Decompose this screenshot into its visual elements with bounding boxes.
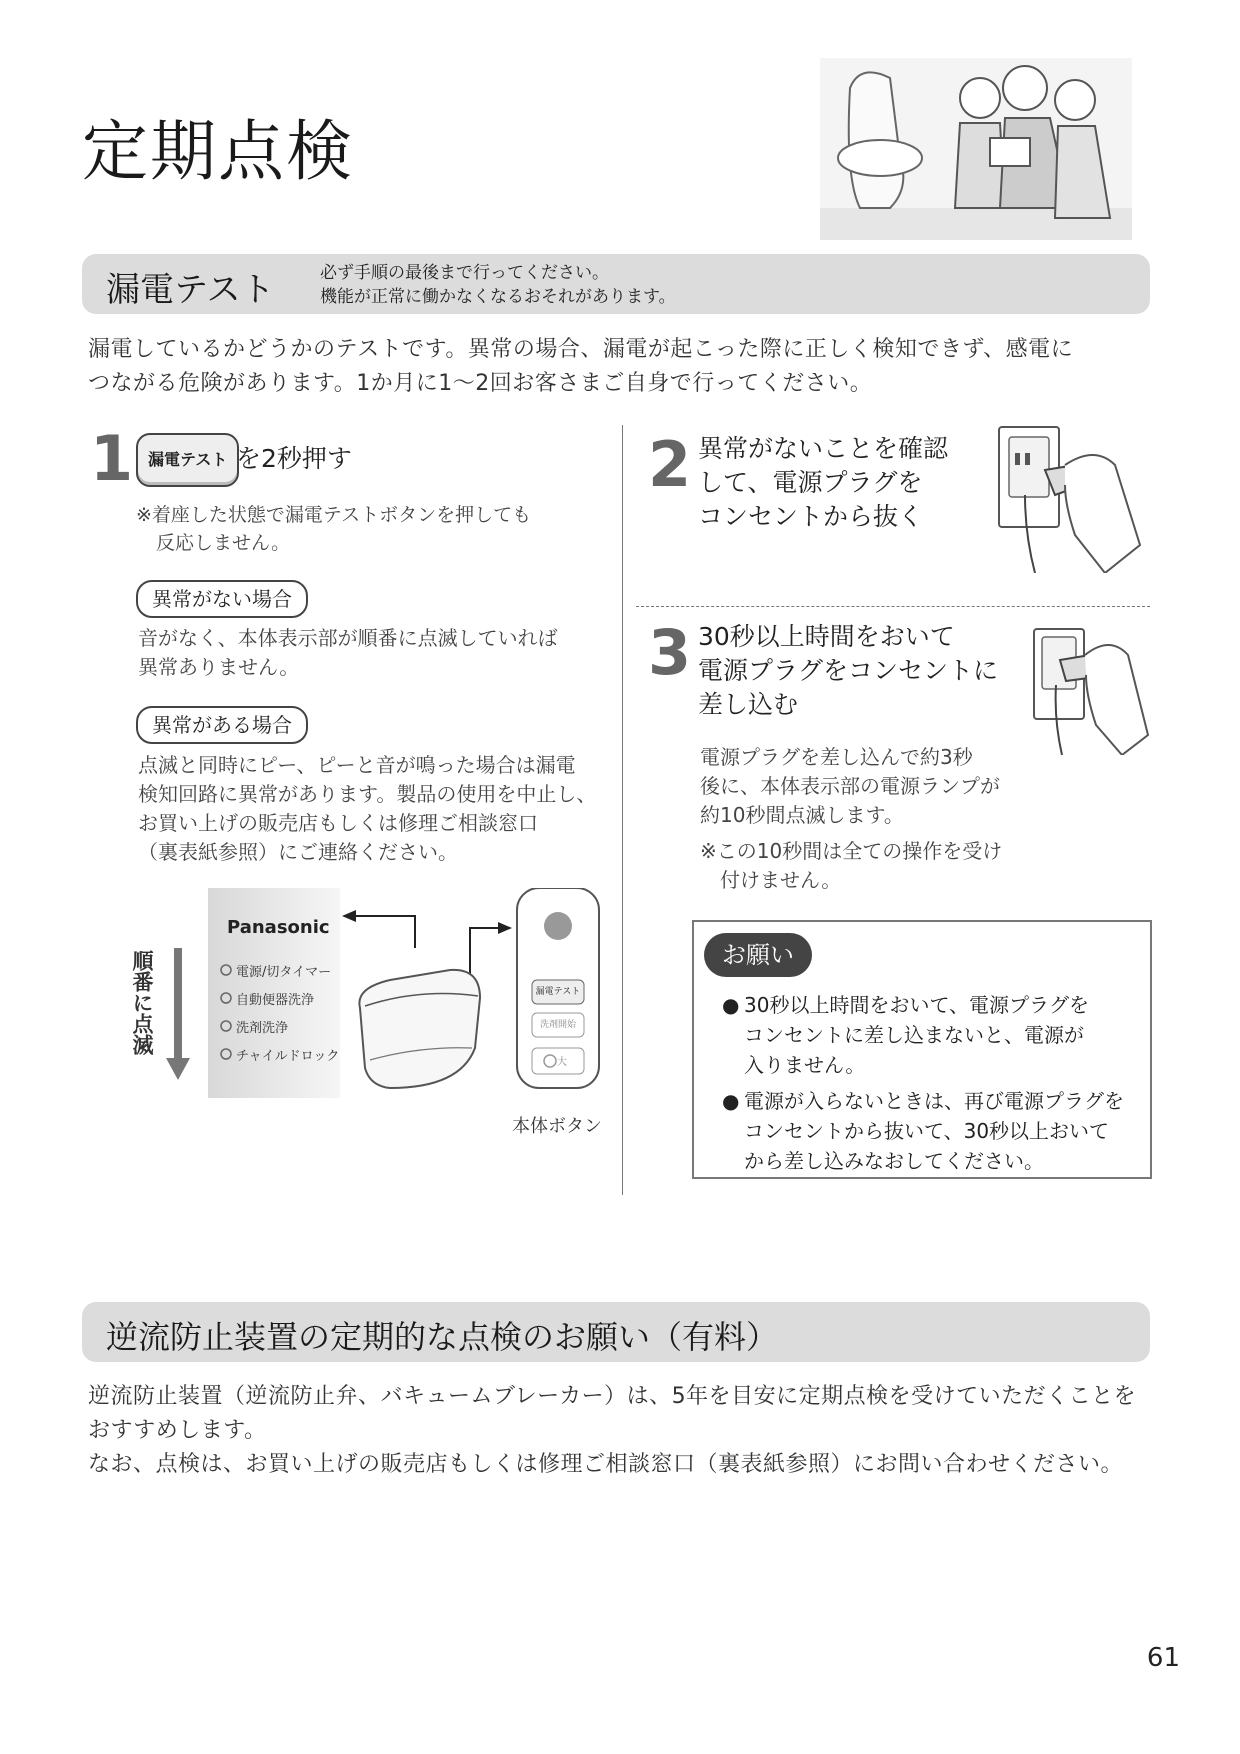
backflow-line-3: なお、点検は、お買い上げの販売店もしくは修理ご相談窓口（裏表紙参照）にお問い合わせください。 <box>88 1452 1124 1477</box>
leak-test-key: 漏電テスト <box>136 433 239 487</box>
lamp-label-1: 電源/切タイマー <box>236 965 332 980</box>
family-toilet-illustration <box>820 58 1132 240</box>
step-1-note-1: ※着座した状態で漏電テストボタンを押しても <box>136 504 532 526</box>
normal-case-line-2: 異常ありません。 <box>138 655 300 679</box>
step-3-note-1: ※この10秒間は全ての操作を受け <box>700 839 1003 863</box>
step-1-note-2: 反応しません。 <box>156 532 291 554</box>
step-2-line-3: コンセントから抜く <box>698 502 924 531</box>
step-3-note-2: 付けません。 <box>720 868 842 892</box>
bullet-dot-icon: ● <box>722 1089 740 1113</box>
step-3-desc-3: 約10秒間点滅します。 <box>700 803 904 827</box>
request-bullet-1-line-3: 入りません。 <box>744 1053 866 1077</box>
leak-test-heading: 漏電テスト <box>106 270 275 310</box>
request-label: お願い <box>704 933 812 977</box>
backflow-line-1: 逆流防止装置（逆流防止弁、バキュームブレーカー）は、5年を目安に定期点検を受けていただくことを <box>88 1384 1137 1409</box>
bullet-dot-icon: ● <box>722 993 740 1017</box>
abnormal-case-line-1: 点滅と同時にピー、ピーと音が鳴った場合は漏電 <box>138 753 576 777</box>
leak-test-warning-2: 機能が正常に働かなくなるおそれがあります。 <box>320 287 676 307</box>
lamp-label-4: チャイルドロック <box>236 1049 340 1064</box>
step-3-line-3: 差し込む <box>698 690 799 719</box>
panel-label-leak-test: 漏電テスト <box>535 987 581 997</box>
backflow-heading: 逆流防止装置の定期的な点検のお願い（有料） <box>106 1318 779 1356</box>
lamp-label-2: 自動便器洗浄 <box>236 993 315 1008</box>
step-3-line-1: 30秒以上時間をおいて <box>698 622 955 651</box>
step-3-line-2: 電源プラグをコンセントに <box>698 656 999 685</box>
page-title: 定期点検 <box>82 113 354 190</box>
leak-test-intro-2: つながる危険があります。1か月に1～2回お客さまご自身で行ってください。 <box>88 371 873 396</box>
normal-case-label: 異常がない場合 <box>136 580 308 618</box>
step-divider <box>636 606 1150 607</box>
step-3-desc-2: 後に、本体表示部の電源ランプが <box>700 774 1000 798</box>
step-3-number: 3 <box>648 616 692 689</box>
toilet-shape <box>359 970 480 1088</box>
leak-test-warning-1: 必ず手順の最後まで行ってください。 <box>320 263 609 283</box>
lamp-label-3: 洗剤洗浄 <box>236 1021 289 1036</box>
plug-in-illustration <box>1030 625 1150 755</box>
page-number: 61 <box>1146 1643 1180 1673</box>
abnormal-case-line-2: 検知回路に異常があります。製品の使用を中止し、 <box>138 782 597 806</box>
body-buttons-caption: 本体ボタン <box>512 1116 602 1137</box>
step-1-number: 1 <box>90 422 134 495</box>
panel-label-detergent: 洗剤開始 <box>539 1020 576 1030</box>
step-2-line-1: 異常がないことを確認 <box>698 434 949 463</box>
request-bullet-2-line-2: コンセントから抜いて、30秒以上おいて <box>744 1119 1110 1143</box>
backflow-line-2: おすすめします。 <box>88 1418 267 1443</box>
sequence-arrow <box>166 948 190 1080</box>
request-bullet-1-line-2: コンセントに差し込まないと、電源が <box>744 1023 1084 1047</box>
sequence-label: 順番に点滅 <box>130 950 154 1055</box>
brand-label: Panasonic <box>227 917 330 938</box>
abnormal-case-label: 異常がある場合 <box>136 706 308 744</box>
step-2-number: 2 <box>648 428 692 501</box>
abnormal-case-line-4: （裏表紙参照）にご連絡ください。 <box>138 840 458 864</box>
step-3-desc-1: 電源プラグを差し込んで約3秒 <box>700 745 973 769</box>
normal-case-line-1: 音がなく、本体表示部が順番に点滅していれば <box>138 626 558 650</box>
leak-test-intro-1: 漏電しているかどうかのテストです。異常の場合、漏電が起こった際に正しく検知できず、感電に <box>88 337 1074 362</box>
unplug-illustration <box>995 425 1145 573</box>
request-bullet-2-line-1: 電源が入らないときは、再び電源プラグを <box>744 1089 1124 1113</box>
abnormal-case-line-3: お買い上げの販売店もしくは修理ご相談窓口 <box>138 811 538 835</box>
request-bullet-1-line-1: 30秒以上時間をおいて、電源プラグを <box>744 993 1090 1017</box>
panel-label-flush: 大 <box>557 1057 567 1068</box>
step-2-line-2: して、電源プラグを <box>698 468 923 497</box>
step-1-action: を2秒押す <box>236 444 352 473</box>
request-bullet-2-line-3: から差し込みなおしてください。 <box>744 1149 1044 1173</box>
